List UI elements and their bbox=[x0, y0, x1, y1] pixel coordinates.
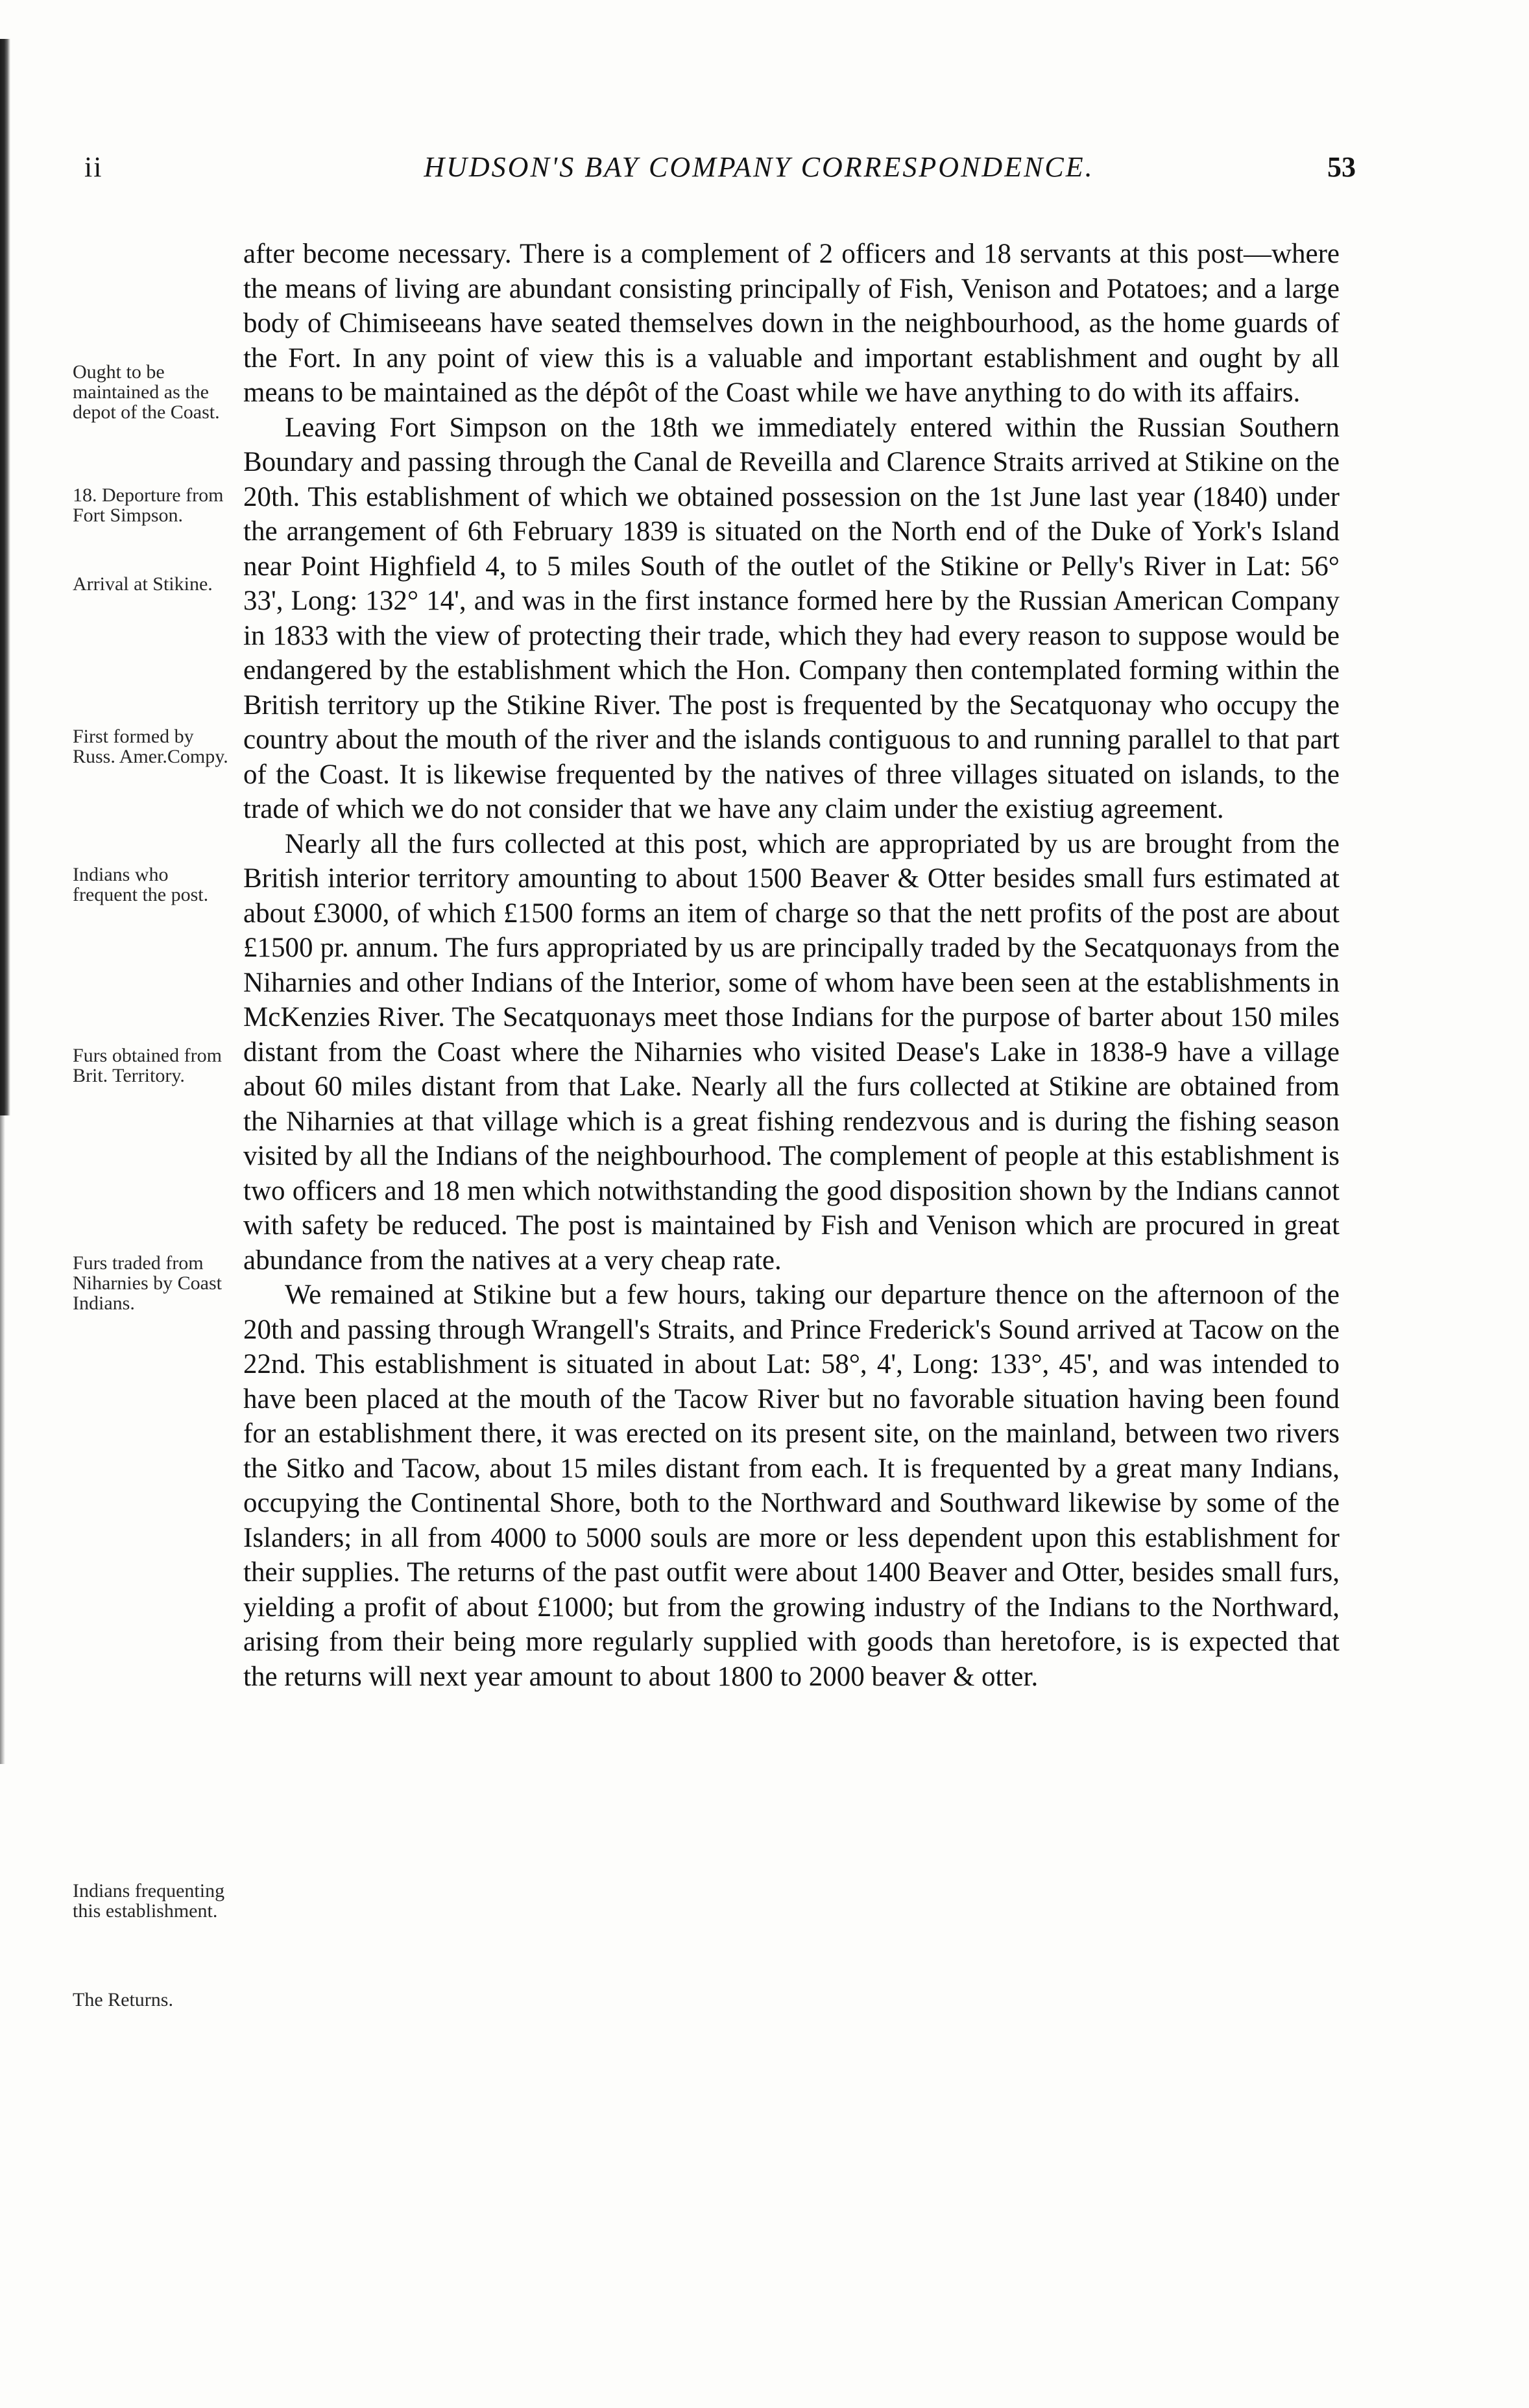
binding-edge-shadow bbox=[0, 1115, 5, 1764]
signature-mark: ii bbox=[84, 151, 103, 183]
binding-edge bbox=[0, 39, 10, 1115]
page-number: 53 bbox=[1327, 151, 1356, 183]
paragraph-continuation: after become necessary. There is a complement of 2 officers and 18 servants at this post—where the means of living are abundant consisting principally of Fish, Venison and Potatoes; and a large body of Chimiseeans have seated themselves down in the neighbourhood, as the home guards of the Fort. In any point of view this is a valuable and important establishment and ought by all means to be maintained as the dépôt of the Coast while we have anything to do with its affairs. bbox=[243, 239, 1340, 408]
side-note-indians-frequenting: Indians frequenting this establishment. bbox=[73, 1880, 225, 1922]
side-note-furs-traded: Furs traded from Niharnies by Coast Indians. bbox=[73, 1252, 222, 1314]
running-title: HUDSON'S BAY COMPANY CORRESPONDENCE. bbox=[424, 151, 1094, 183]
side-note-maintained-depot: Ought to be maintained as the depot of the Coast. bbox=[73, 361, 220, 423]
side-note-first-formed: First formed by Russ. Amer.Compy. bbox=[73, 726, 228, 767]
paragraph-leaving-fort-simpson: Leaving Fort Simpson on the 18th we immediately entered within the Russian Southern Boundary and passing through the Canal de Reveilla and Clarence Straits arrived at Stikine on the 20th. This establishment of which we obtained possession on the 1st June last year (1840) under the arrangement of 6th February 1839 is situated on the North end of the Duke of York's Island near Point Highfield 4, to 5 miles South of the outlet of the Stikine or Pelly's River in Lat: 56° 33', Long: 132° 14', and was in the first instance formed here by the Russian American Company in 1833 with the view of protecting their trade, which they had every reason to suppose would be endangered by the establishment which the Hon. Company then contemplated forming within the British territory up the Stikine River. The post is frequented by the Secatquonay who occupy the country about the mouth of the river and the islands contiguous to and running parallel to that part of the Coast. It is likewise frequented by the natives of three villages situated on islands, to the trade of which we do not consider that we have any claim under the existiug agreement. bbox=[243, 412, 1340, 824]
side-note-indians-frequent-post: Indians who frequent the post. bbox=[73, 864, 209, 905]
main-text bbox=[243, 237, 1340, 1694]
page-header bbox=[84, 150, 1356, 189]
side-note-furs-obtained: Furs obtained from Brit. Territory. bbox=[73, 1045, 222, 1086]
paragraph-tacow: We remained at Stikine but a few hours, taking our departure thence on the afternoon of the 20th and passing through Wrangell's Straits, and Prince Frederick's Sound arrived at Tacow on the 22nd. This establishment is situated in about Lat: 58°, 4', Long: 133°, 45', and was intended to have been placed at the mouth of the Tacow River but no favorable situation having been found for an establishment there, it was erected on its present site, on the mainland, between two rivers the Sitko and Tacow, about 15 miles distant from each. It is frequented by a great many Indians, occupying the Continental Shore, both to the Northward and Southward likewise by some of the Islanders; in all from 4000 to 5000 souls are more or less dependent upon this establishment for their supplies. The returns of the past outfit were about 1400 Beaver and Otter, besides small furs, yielding a profit of about £1000; but from the growing industry of the Indians to the Northward, arising from their being more regularly supplied with goods than heretofore, is is expected that the returns will next year amount to about 1800 to 2000 beaver & otter. bbox=[243, 1280, 1340, 1692]
side-note-arrival-stikine: Arrival at Stikine. bbox=[73, 573, 213, 595]
paragraph-furs-collected: Nearly all the furs collected at this post, which are appropriated by us are brought from the British interior territory amounting to about 1500 Beaver & Otter besides small furs estimated at about £3000, of which £1500 forms an item of charge so that the nett profits of the post are about £1500 pr. annum. The furs appropriated by us are principally traded by the Secatquonays from the Niharnies and other Indians of the Interior, some of whom have been seen at the establishments in McKenzies River. The Secatquonays meet those Indians for the purpose of barter about 150 miles distant from the Coast where the Niharnies who visited Dease's Lake in 1838-9 have a village about 60 miles distant from that Lake. Nearly all the furs collected at Stikine are obtained from the Niharnies at that village which is a great fishing rendezvous and is during the fishing season visited by all the Indians of the neighbourhood. The complement of people at this establishment is two officers and 18 men which notwithstanding the good disposition shown by the Indians cannot with safety be reduced. The post is maintained by Fish and Venison which are procured in great abundance from the natives at a very cheap rate. bbox=[243, 828, 1340, 1276]
side-note-returns: The Returns. bbox=[73, 1989, 173, 2010]
side-note-departure-fort-simpson: 18. Deporture from Fort Simpson. bbox=[73, 484, 224, 526]
